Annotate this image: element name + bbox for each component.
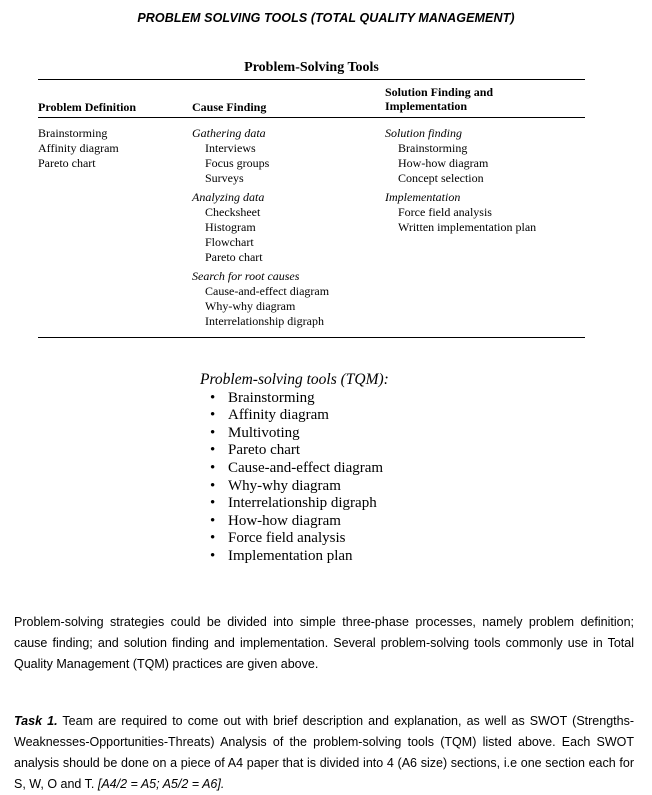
task-label: Task 1.	[14, 714, 58, 728]
list-item: Interviews	[205, 141, 256, 155]
group-title: Search for root causes	[192, 269, 300, 283]
list-item: Brainstorming	[398, 141, 468, 155]
list-item: Written implementation plan	[398, 220, 537, 234]
group-title: Gathering data	[192, 126, 266, 140]
list-item: • Why-why diagram	[210, 477, 341, 494]
solution-column	[385, 126, 536, 235]
list-item: Why-why diagram	[205, 299, 296, 313]
list-item: • Cause-and-effect diagram	[210, 459, 384, 476]
task-note: [A4/2 = A5; A5/2 = A6].	[97, 777, 225, 791]
list-item: • Implementation plan	[210, 547, 353, 564]
list-item: Focus groups	[205, 156, 270, 170]
bullet-icon: •	[210, 512, 216, 529]
list-item: Surveys	[205, 171, 244, 185]
list-item: Concept selection	[398, 171, 484, 185]
list-item: • Multivoting	[210, 424, 300, 441]
list-item: Affinity diagram	[38, 141, 119, 155]
list-item: Histogram	[205, 220, 256, 234]
list-item: Force field analysis	[398, 205, 492, 219]
list-item: • Pareto chart	[210, 442, 301, 459]
bullet-icon: •	[210, 495, 216, 512]
list-item: Flowchart	[205, 235, 254, 249]
list-item: • Interrelationship digraph	[210, 495, 377, 512]
group-title: Analyzing data	[192, 190, 265, 204]
bullet-icon: •	[210, 442, 216, 459]
bullet-icon: •	[210, 530, 216, 547]
list-item: Brainstorming	[38, 126, 108, 140]
tools-list-title: Problem-solving tools (TQM):	[200, 371, 389, 388]
table-top-rule	[38, 79, 585, 80]
bullet-icon: •	[210, 459, 216, 476]
definition-column	[38, 126, 119, 171]
page-title: PROBLEM SOLVING TOOLS (TOTAL QUALITY MANAGEMENT)	[137, 11, 515, 25]
column-header-cause-finding: Cause Finding	[192, 100, 267, 114]
group-title: Implementation	[385, 190, 461, 204]
task-body: Team are required to come out with brief description and explanation, as well as SWOT (Strengths-Weaknesses-Opportunities-Threats) Analysis of the problem-solving tools (TQM) listed above. Each SWOT analysis should be done on a piece of A4 paper that is divided into 4 (A6 size) sections, i.e one section each for S, W, O and T.	[14, 714, 634, 791]
bullet-icon: •	[210, 407, 216, 424]
list-item: Pareto chart	[38, 156, 96, 170]
column-header-solution-finding: Solution Finding and Implementation	[385, 85, 494, 113]
list-item: • Affinity diagram	[210, 407, 329, 424]
bullet-icon: •	[210, 477, 216, 494]
bullet-icon: •	[210, 424, 216, 441]
table-title: Problem-Solving Tools	[244, 60, 379, 75]
group-title: Solution finding	[385, 126, 463, 140]
bullet-icon: •	[210, 547, 216, 564]
tools-list	[200, 371, 389, 566]
list-item: Checksheet	[205, 205, 261, 219]
list-item: Pareto chart	[205, 250, 263, 264]
list-item: Interrelationship digraph	[205, 314, 324, 328]
cause-column	[192, 126, 329, 329]
list-item: • How-how diagram	[210, 512, 341, 529]
list-item: Cause-and-effect diagram	[205, 284, 330, 298]
intro-paragraph: Problem-solving strategies could be divided into simple three-phase processes, namely problem definition; cause finding; and solution finding and implementation. Several problem-solving tools commonly use in Total Quality Management (TQM) practices are given above.	[14, 615, 634, 671]
list-item: • Force field analysis	[210, 530, 346, 547]
column-header-problem-definition: Problem Definition	[38, 100, 137, 114]
list-item: • Brainstorming	[210, 389, 315, 406]
bullet-icon: •	[210, 389, 216, 406]
table-bottom-rule	[38, 337, 585, 338]
task-paragraph	[14, 711, 634, 795]
table-header-rule	[38, 117, 585, 118]
list-item: How-how diagram	[398, 156, 489, 170]
